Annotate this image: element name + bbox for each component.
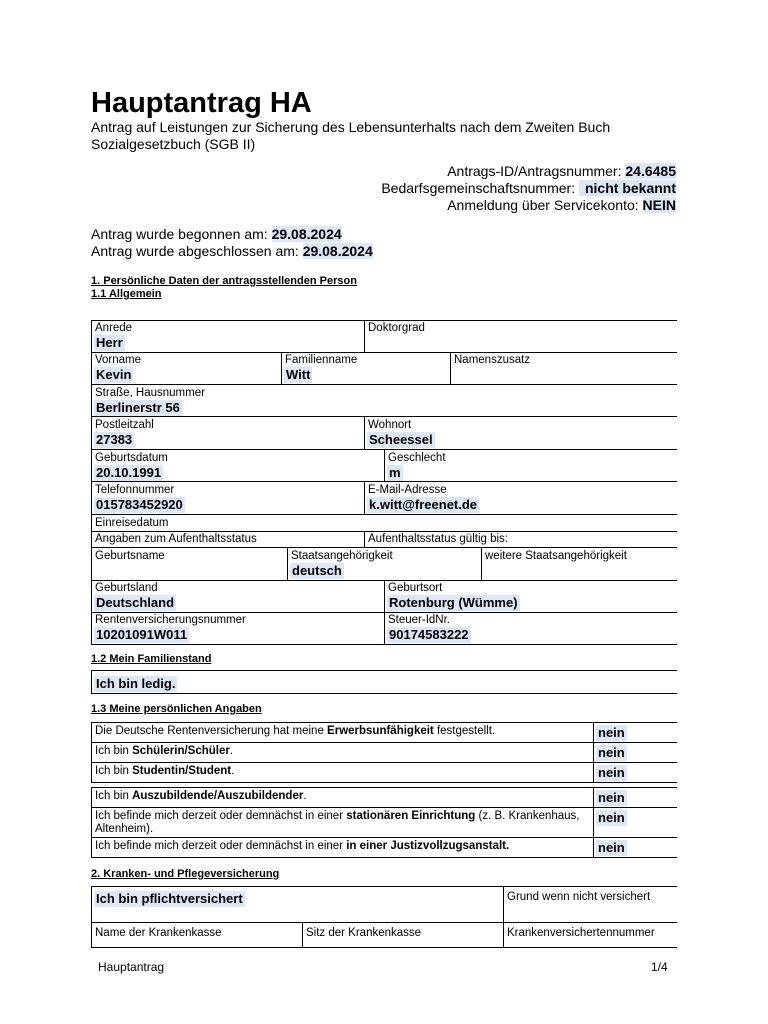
angabe-answer: nein <box>598 790 625 805</box>
angabe-question: Die Deutsche Rentenversicherung hat meine Erwerbsunfähigkeit festgestellt. <box>95 725 496 737</box>
versicherung-status-value: Ich bin pflichtversichert <box>96 891 243 906</box>
kasse-label: Name der Krankenkasse <box>95 927 222 939</box>
strasse-label: Straße, Hausnummer <box>95 387 205 399</box>
familienname-value: Witt <box>286 367 311 382</box>
section12-heading: 1.2 Mein Familienstand <box>91 653 212 665</box>
table-divider <box>91 722 677 723</box>
familienname-label: Familienname <box>285 354 358 366</box>
kvnr-label: Krankenversichertennummer <box>507 927 655 939</box>
vorname-value: Kevin <box>96 367 132 382</box>
table-divider <box>91 782 677 783</box>
weitere-staat-label: weitere Staatsangehörigkeit <box>485 550 627 562</box>
geburtsort-value: Rotenburg (Wümme) <box>389 595 518 610</box>
table-divider <box>91 807 677 808</box>
plz-label: Postleitzahl <box>95 419 154 431</box>
geburtsland-label: Geburtsland <box>95 582 158 594</box>
angabe-question: Ich befinde mich derzeit oder demnächst in einer stationären Einrichtung (z. B. Krankenhaus, Altenheim). <box>95 810 580 835</box>
bg-number-value: nicht bekannt <box>579 180 676 196</box>
anrede-value: Herr <box>96 335 123 350</box>
servicekonto-row <box>447 197 676 214</box>
angabe-answer: nein <box>598 745 625 760</box>
telefon-value: 015783452920 <box>96 497 183 512</box>
page-number: 1/4 <box>651 960 668 974</box>
abgeschlossen-row <box>91 243 373 260</box>
section11-heading: 1.1 Allgemein <box>91 288 162 300</box>
angabe-question: Ich bin Schülerin/Schüler. <box>95 745 234 757</box>
abgeschlossen-label: Antrag wurde abgeschlossen am: <box>91 243 299 259</box>
bg-number-label: Bedarfsgemeinschaftsnummer: <box>381 180 576 196</box>
geburtsort-label: Geburtsort <box>388 582 443 594</box>
page-subtitle: Antrag auf Leistungen zur Sicherung des Lebensunterhalts nach dem Zweiten Buch Sozialgesetzbuch (SGB II) <box>91 119 611 152</box>
aufenthalt-gueltig-label: Aufenthaltsstatus gültig bis: <box>368 533 508 545</box>
steuer-value: 90174583222 <box>389 627 469 642</box>
namenszusatz-label: Namenszusatz <box>454 354 531 366</box>
staat-label: Staatsangehörigkeit <box>291 550 393 562</box>
anrede-label: Anrede <box>95 322 133 334</box>
grund-label: Grund wenn nicht versichert <box>507 891 651 903</box>
footer-title: Hauptantrag <box>98 960 165 974</box>
angabe-question: Ich befinde mich derzeit oder demnächst in einer in einer Justizvollzugsanstalt. <box>95 840 510 852</box>
angabe-answer: nein <box>598 840 625 855</box>
geburtsland-value: Deutschland <box>96 595 175 610</box>
wohnort-value: Scheessel <box>369 432 433 447</box>
telefon-label: Telefonnummer <box>95 484 175 496</box>
table-divider <box>91 787 677 788</box>
geburtsname-label: Geburtsname <box>95 550 165 562</box>
wohnort-label: Wohnort <box>368 419 412 431</box>
table-divider <box>91 742 677 743</box>
page-title: Hauptantrag HA <box>91 87 312 119</box>
section2-heading: 2. Kranken- und Pflegeversicherung <box>91 868 280 880</box>
antrags-id-label: Antrags-ID/Antragsnummer: <box>447 163 622 179</box>
plz-value: 27383 <box>96 432 133 447</box>
sitz-label: Sitz der Krankenkasse <box>306 927 422 939</box>
email-value: k.witt@freenet.de <box>369 497 478 512</box>
einreise-label: Einreisedatum <box>95 517 169 529</box>
aufenthalt-label: Angaben zum Aufenthaltsstatus <box>95 533 257 545</box>
angabe-answer: nein <box>598 810 625 825</box>
antrags-id-value: 24.6485 <box>625 163 676 179</box>
doktorgrad-label: Doktorgrad <box>368 322 425 334</box>
vorname-label: Vorname <box>95 354 142 366</box>
begonnen-label: Antrag wurde begonnen am: <box>91 226 268 242</box>
servicekonto-value: NEIN <box>642 197 676 213</box>
servicekonto-label: Anmeldung über Servicekonto: <box>447 197 639 213</box>
geburtsdatum-label: Geburtsdatum <box>95 452 168 464</box>
staat-value: deutsch <box>292 563 342 578</box>
steuer-label: Steuer-IdNr. <box>388 614 450 626</box>
strasse-value: Berlinerstr 56 <box>96 400 180 415</box>
rv-value: 10201091W011 <box>96 627 188 642</box>
familienstand-value: Ich bin ledig. <box>96 676 176 691</box>
section1-heading: 1. Persönliche Daten der antragsstellenden Person <box>91 275 357 287</box>
rv-label: Rentenversicherungsnummer <box>95 614 246 626</box>
bg-number-row <box>381 180 676 197</box>
table-divider <box>91 857 677 858</box>
geschlecht-label: Geschlecht <box>388 452 446 464</box>
table-divider <box>91 837 677 838</box>
angabe-answer: nein <box>598 725 625 740</box>
angabe-answer: nein <box>598 765 625 780</box>
section13-heading: 1.3 Meine persönlichen Angaben <box>91 703 262 715</box>
table-divider <box>91 762 677 763</box>
begonnen-value: 29.08.2024 <box>271 226 342 242</box>
abgeschlossen-value: 29.08.2024 <box>302 243 373 259</box>
antrags-id-row <box>447 163 676 180</box>
angabe-question: Ich bin Studentin/Student. <box>95 765 235 777</box>
geburtsdatum-value: 20.10.1991 <box>96 465 162 480</box>
geschlecht-value: m <box>389 465 401 480</box>
angabe-question: Ich bin Auszubildende/Auszubildender. <box>95 790 307 802</box>
email-label: E-Mail-Adresse <box>368 484 447 496</box>
begonnen-row <box>91 226 342 243</box>
